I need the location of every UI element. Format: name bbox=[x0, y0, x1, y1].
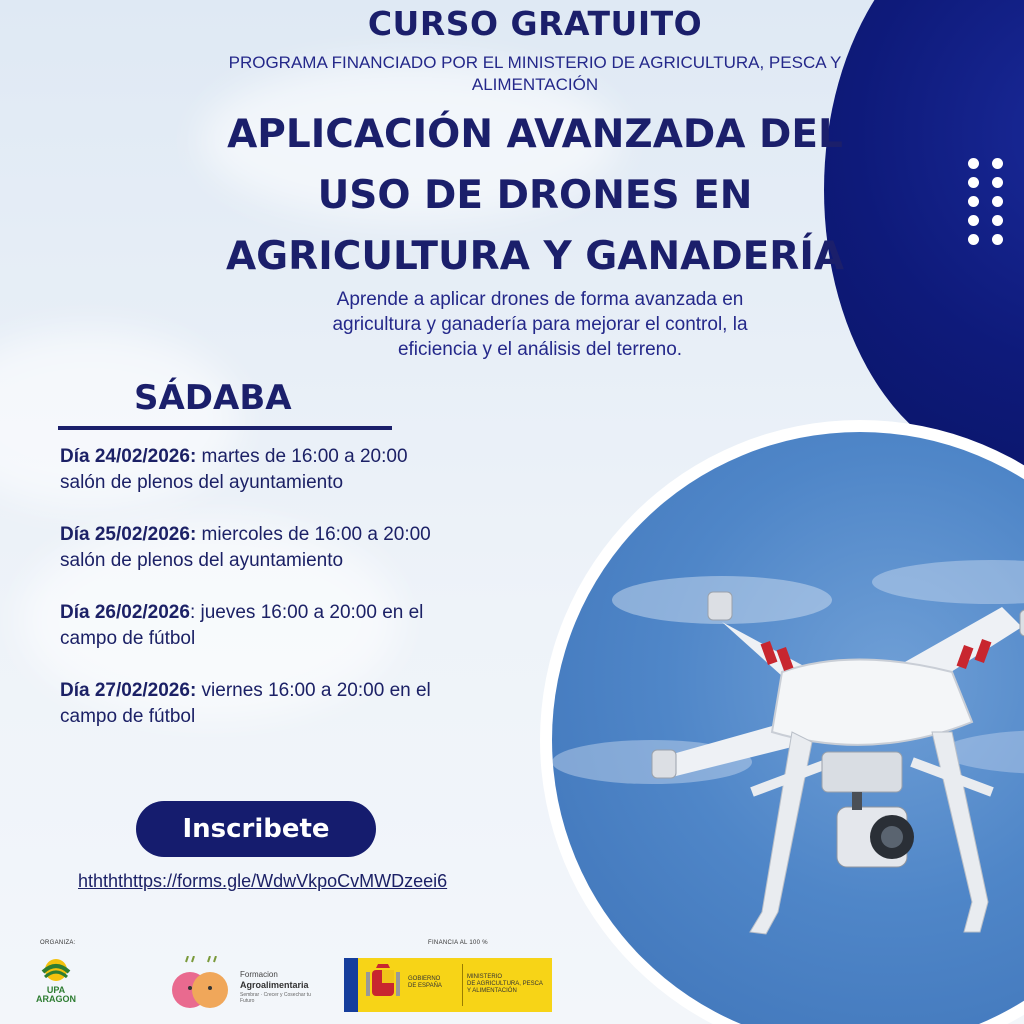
location-underline bbox=[58, 426, 392, 430]
ministerio-text bbox=[467, 958, 552, 1012]
financia-label: FINANCIA AL 100 % bbox=[428, 940, 488, 946]
session-place: salón de plenos del ayuntamiento bbox=[60, 550, 344, 571]
logo-divider bbox=[462, 964, 463, 1006]
organiza-label: ORGANIZA: bbox=[40, 940, 76, 946]
gob-line: GOBIERNO bbox=[408, 976, 441, 982]
min-line: MINISTERIO bbox=[467, 974, 503, 980]
fa-big-text: Agroalimentaria bbox=[240, 980, 309, 990]
session-list bbox=[60, 444, 520, 756]
program-line: ALIMENTACIÓN bbox=[471, 75, 599, 94]
course-badge: CURSO GRATUITO bbox=[367, 4, 703, 43]
session-item bbox=[60, 600, 520, 652]
session-place: campo de fútbol bbox=[60, 706, 196, 727]
desc-line: Aprende a aplicar drones de forma avanzada en bbox=[336, 289, 744, 310]
session-place: salón de plenos del ayuntamiento bbox=[60, 472, 344, 493]
session-date: Día 25/02/2026: bbox=[60, 524, 197, 545]
session-date: Día 26/02/2026 bbox=[60, 602, 190, 623]
session-date: Día 27/02/2026: bbox=[60, 680, 197, 701]
location-title: SÁDABA bbox=[134, 378, 292, 418]
session-time: martes de 16:00 a 20:00 bbox=[196, 446, 408, 467]
session-item bbox=[60, 444, 520, 496]
registration-link[interactable]: hthththttps://forms.gle/WdwVkpoCvMWDzeei6 bbox=[78, 871, 448, 891]
eu-flag-icon bbox=[344, 958, 358, 1012]
spain-shield-icon bbox=[358, 958, 408, 1012]
session-place: campo de fútbol bbox=[60, 628, 196, 649]
upa-text-line: ARAGON bbox=[36, 994, 76, 1004]
session-time: viernes 16:00 a 20:00 en el bbox=[196, 680, 431, 701]
fa-small-text: Formacion bbox=[240, 970, 278, 979]
formacion-agroalimentaria-logo bbox=[168, 956, 318, 1016]
desc-line: eficiencia y el análisis del terreno. bbox=[397, 339, 683, 360]
gob-line: DE ESPAÑA bbox=[408, 983, 442, 989]
session-date: Día 24/02/2026: bbox=[60, 446, 197, 467]
fa-sub-text: Sembrar · Crecer y Cosechar tu Futuro bbox=[240, 992, 311, 1004]
formacion-logo-icon bbox=[168, 956, 234, 1016]
program-subtitle bbox=[170, 52, 900, 96]
upa-logo-icon bbox=[39, 956, 73, 982]
gobierno-espana-logo bbox=[344, 958, 552, 1012]
desc-line: agricultura y ganadería para mejorar el control, la bbox=[332, 314, 748, 335]
course-description bbox=[260, 287, 820, 362]
session-time: miercoles de 16:00 a 20:00 bbox=[196, 524, 431, 545]
min-line: Y ALIMENTACIÓN bbox=[467, 988, 517, 994]
course-title bbox=[170, 104, 900, 287]
title-line: APLICACIÓN AVANZADA DEL bbox=[227, 112, 843, 157]
upa-text-line: UPA bbox=[46, 985, 66, 995]
title-line: USO DE DRONES EN bbox=[317, 173, 753, 218]
program-line: PROGRAMA FINANCIADO POR EL MINISTERIO DE AGRICULTURA, PESCA Y bbox=[228, 53, 842, 72]
session-time: : jueves 16:00 a 20:00 en el bbox=[189, 602, 424, 623]
dots-decoration-icon bbox=[968, 158, 1006, 245]
register-button[interactable]: Inscribete bbox=[136, 801, 376, 857]
session-item bbox=[60, 678, 520, 730]
title-line: AGRICULTURA Y GANADERÍA bbox=[225, 234, 845, 279]
session-item bbox=[60, 522, 520, 574]
upa-aragon-logo bbox=[30, 956, 82, 1012]
min-line: DE AGRICULTURA, PESCA bbox=[467, 981, 543, 987]
drone-photo bbox=[552, 432, 1024, 1024]
gobierno-text bbox=[408, 958, 458, 1012]
